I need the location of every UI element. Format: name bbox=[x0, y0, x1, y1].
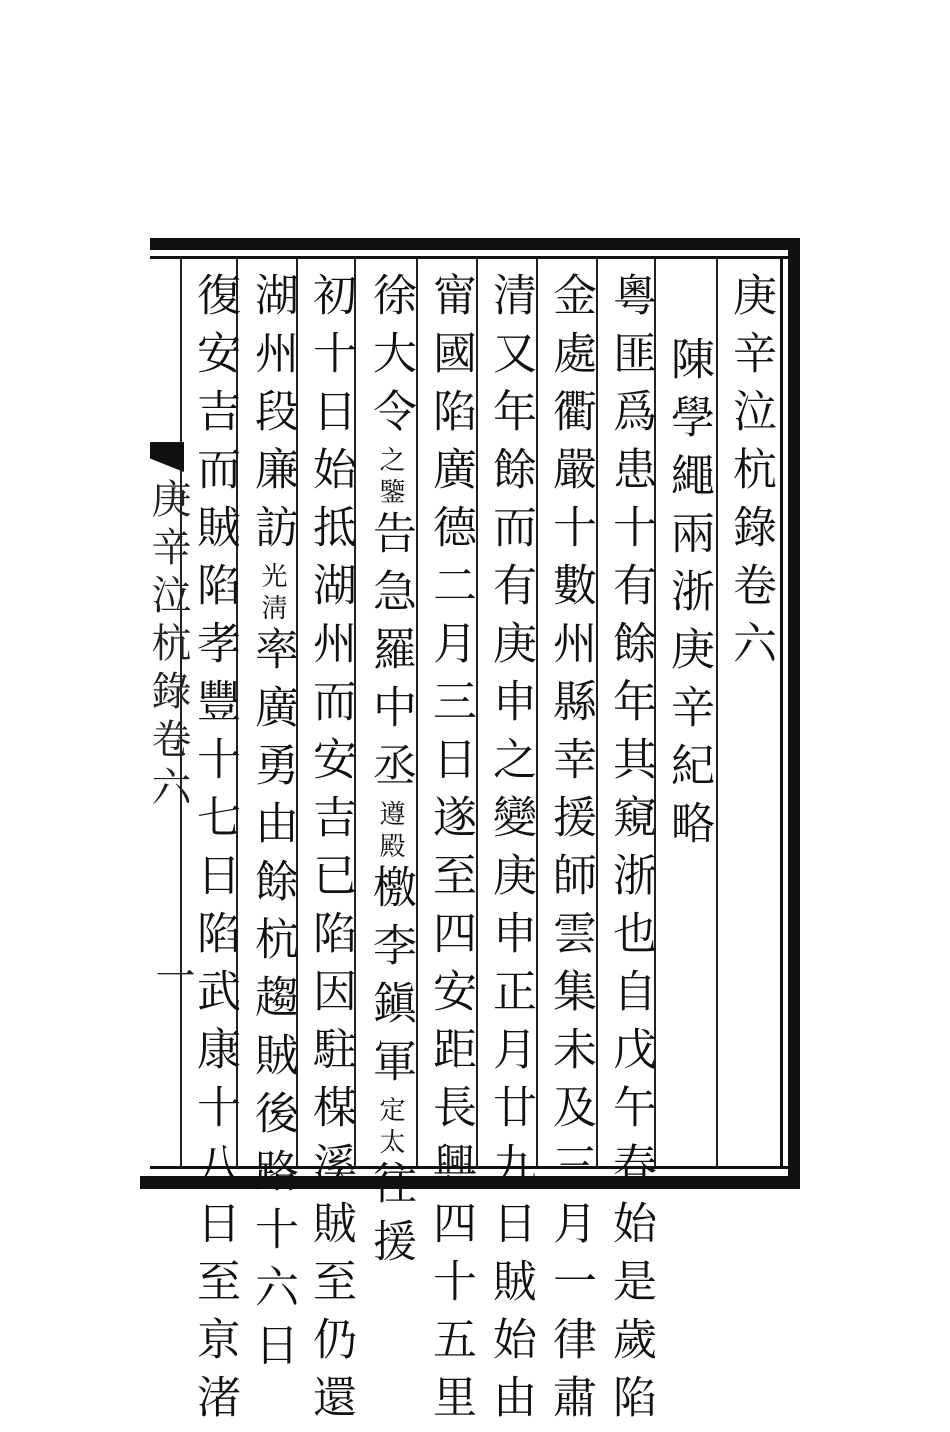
text-segment: 率廣勇由餘杭趨賊後路十六日 bbox=[247, 626, 298, 1380]
column-separator bbox=[416, 259, 418, 1166]
text-column-1: 粵匪爲患十有餘年其窺浙也自戊午春始是歲陷 bbox=[605, 272, 656, 1432]
frame-top-inner-rule bbox=[150, 256, 796, 259]
volume-title: 庚辛泣杭錄卷六 bbox=[725, 272, 776, 678]
annotation: 遵殿 bbox=[375, 800, 405, 864]
margin-title: 庚辛泣杭錄卷六 bbox=[145, 478, 191, 814]
text-column-5 bbox=[364, 272, 416, 1276]
text-column-2: 金處衢嚴十數州縣幸援師雲集未及三月一律肅 bbox=[545, 272, 596, 1432]
text-column-3: 清又年餘而有庚申之變庚申正月廿九日賊始由 bbox=[485, 272, 536, 1432]
page-number: 一 bbox=[149, 955, 195, 995]
frame-right-inner-rule bbox=[780, 256, 783, 1169]
frame-right-rule bbox=[788, 238, 800, 1189]
text-column-8: 復安吉而賊陷孝豐十七日陷武康十八日至亰渚 bbox=[189, 272, 240, 1432]
annotation: 光淸 bbox=[257, 562, 287, 626]
author-line: 陳學繩兩浙庚辛紀略 bbox=[663, 336, 714, 858]
text-segment: 徐大令 bbox=[365, 272, 416, 446]
text-segment: 告急羅中丞 bbox=[365, 510, 416, 800]
annotation: 定太 bbox=[375, 1096, 405, 1160]
fish-tail-mark bbox=[150, 442, 184, 472]
column-separator bbox=[476, 259, 478, 1166]
text-segment: 檄李鎭軍 bbox=[365, 864, 416, 1096]
frame-top-rule bbox=[150, 238, 800, 250]
text-column-7 bbox=[246, 272, 298, 1380]
annotation: 之鑒 bbox=[375, 446, 405, 510]
text-segment: 湖州段廉訪 bbox=[247, 272, 298, 562]
column-separator bbox=[536, 259, 538, 1166]
text-column-4: 甯國陷廣德二月三日遂至四安距長興四十五里 bbox=[425, 272, 476, 1432]
column-separator bbox=[596, 259, 598, 1166]
text-column-6: 初十日始抵湖州而安吉已陷因駐楳溪賊至仍還 bbox=[305, 272, 356, 1432]
text-segment: 往援 bbox=[365, 1160, 416, 1276]
column-separator bbox=[716, 259, 718, 1166]
